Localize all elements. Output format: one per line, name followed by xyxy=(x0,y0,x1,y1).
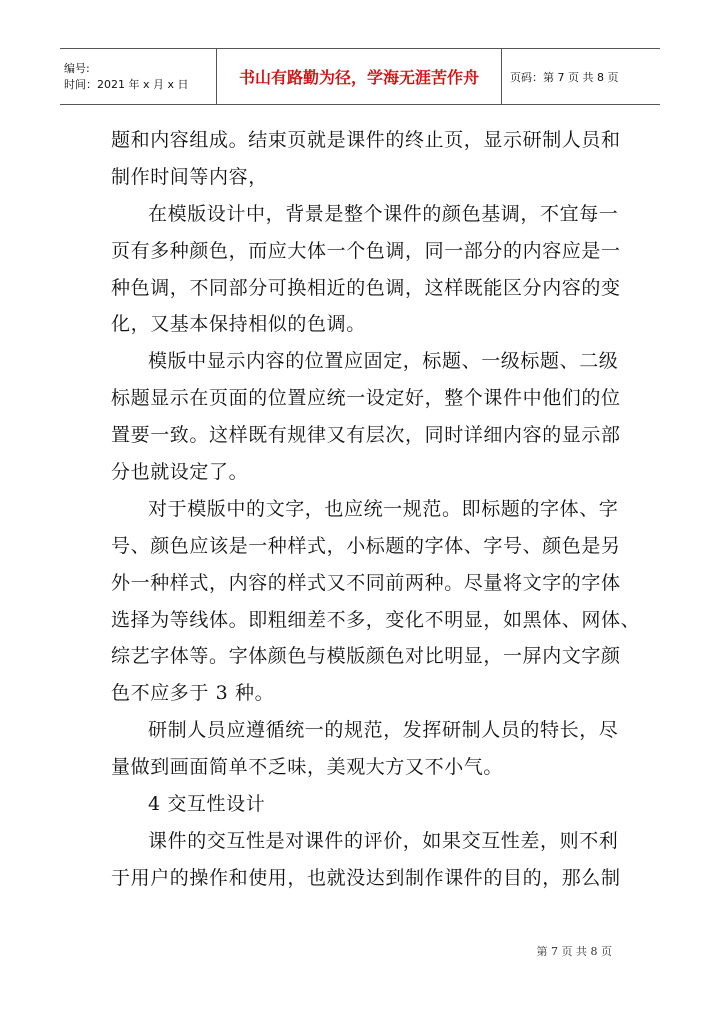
text-line: 题和内容组成。结束页就是课件的终止页，显示研制人员和 xyxy=(111,129,621,151)
header-page-info: 页码：第 7 页 共 8 页 xyxy=(510,70,619,84)
text-line: 置要一致。这样既有规律又有层次，同时详细内容的显示部 xyxy=(111,424,621,447)
text-line: 综艺字体等。字体颜色与模版颜色对比明显，一屏内文字颜 xyxy=(111,645,621,668)
time-label: 时间：2021 年 x 月 x 日 xyxy=(64,77,189,91)
text-line: 页有多种颜色，而应大体一个色调，同一部分的内容应是一 xyxy=(111,239,621,262)
text-line: 外一种样式，内容的样式又不同前两种。尽量将文字的字体 xyxy=(111,571,621,594)
header-meta xyxy=(60,49,217,105)
page-footer: 第 7 页 共 8 页 xyxy=(536,945,612,958)
text-line: 制作时间等内容， xyxy=(111,165,268,188)
paragraph-start: 课件的交互性是对课件的评价，如果交互性差，则不利 xyxy=(148,829,619,852)
paragraph-start: 研制人员应遵循统一的规范，发挥研制人员的特长，尽 xyxy=(148,719,619,742)
paragraph-start: 在模版设计中，背景是整个课件的颜色基调，不宜每一 xyxy=(148,202,619,225)
text-line: 化，又基本保持相似的色调。 xyxy=(111,313,366,336)
paragraph-start: 模版中显示内容的位置应固定，标题、一级标题、二级 xyxy=(148,350,619,373)
number-label: 编号: xyxy=(64,61,90,75)
text-line: 于用户的操作和使用，也就没达到制作课件的目的，那么制 xyxy=(111,866,621,889)
text-line: 选择为等线体。即粗细差不多，变化不明显，如黑体、网体、 xyxy=(111,608,641,631)
text-line: 量做到画面简单不乏味，美观大方又不小气。 xyxy=(111,756,504,779)
text-line: 色不应多于 3 种。 xyxy=(111,682,275,705)
text-line: 分也就设定了。 xyxy=(111,461,249,484)
body-text xyxy=(111,122,641,897)
text-line: 号、颜色应该是一种样式，小标题的字体、字号、颜色是另 xyxy=(111,534,621,557)
text-line: 标题显示在页面的位置应统一设定好，整个课件中他们的位 xyxy=(111,387,621,410)
page-header xyxy=(60,48,660,105)
paragraph-start: 对于模版中的文字，也应统一规范。即标题的字体、字 xyxy=(148,497,619,520)
header-motto: 书山有路勤为径，学海无涯苦作舟 xyxy=(217,49,502,105)
text-line: 种色调，不同部分可换相近的色调，这样既能区分内容的变 xyxy=(111,276,621,299)
section-heading: 4 交互性设计 xyxy=(148,793,266,816)
